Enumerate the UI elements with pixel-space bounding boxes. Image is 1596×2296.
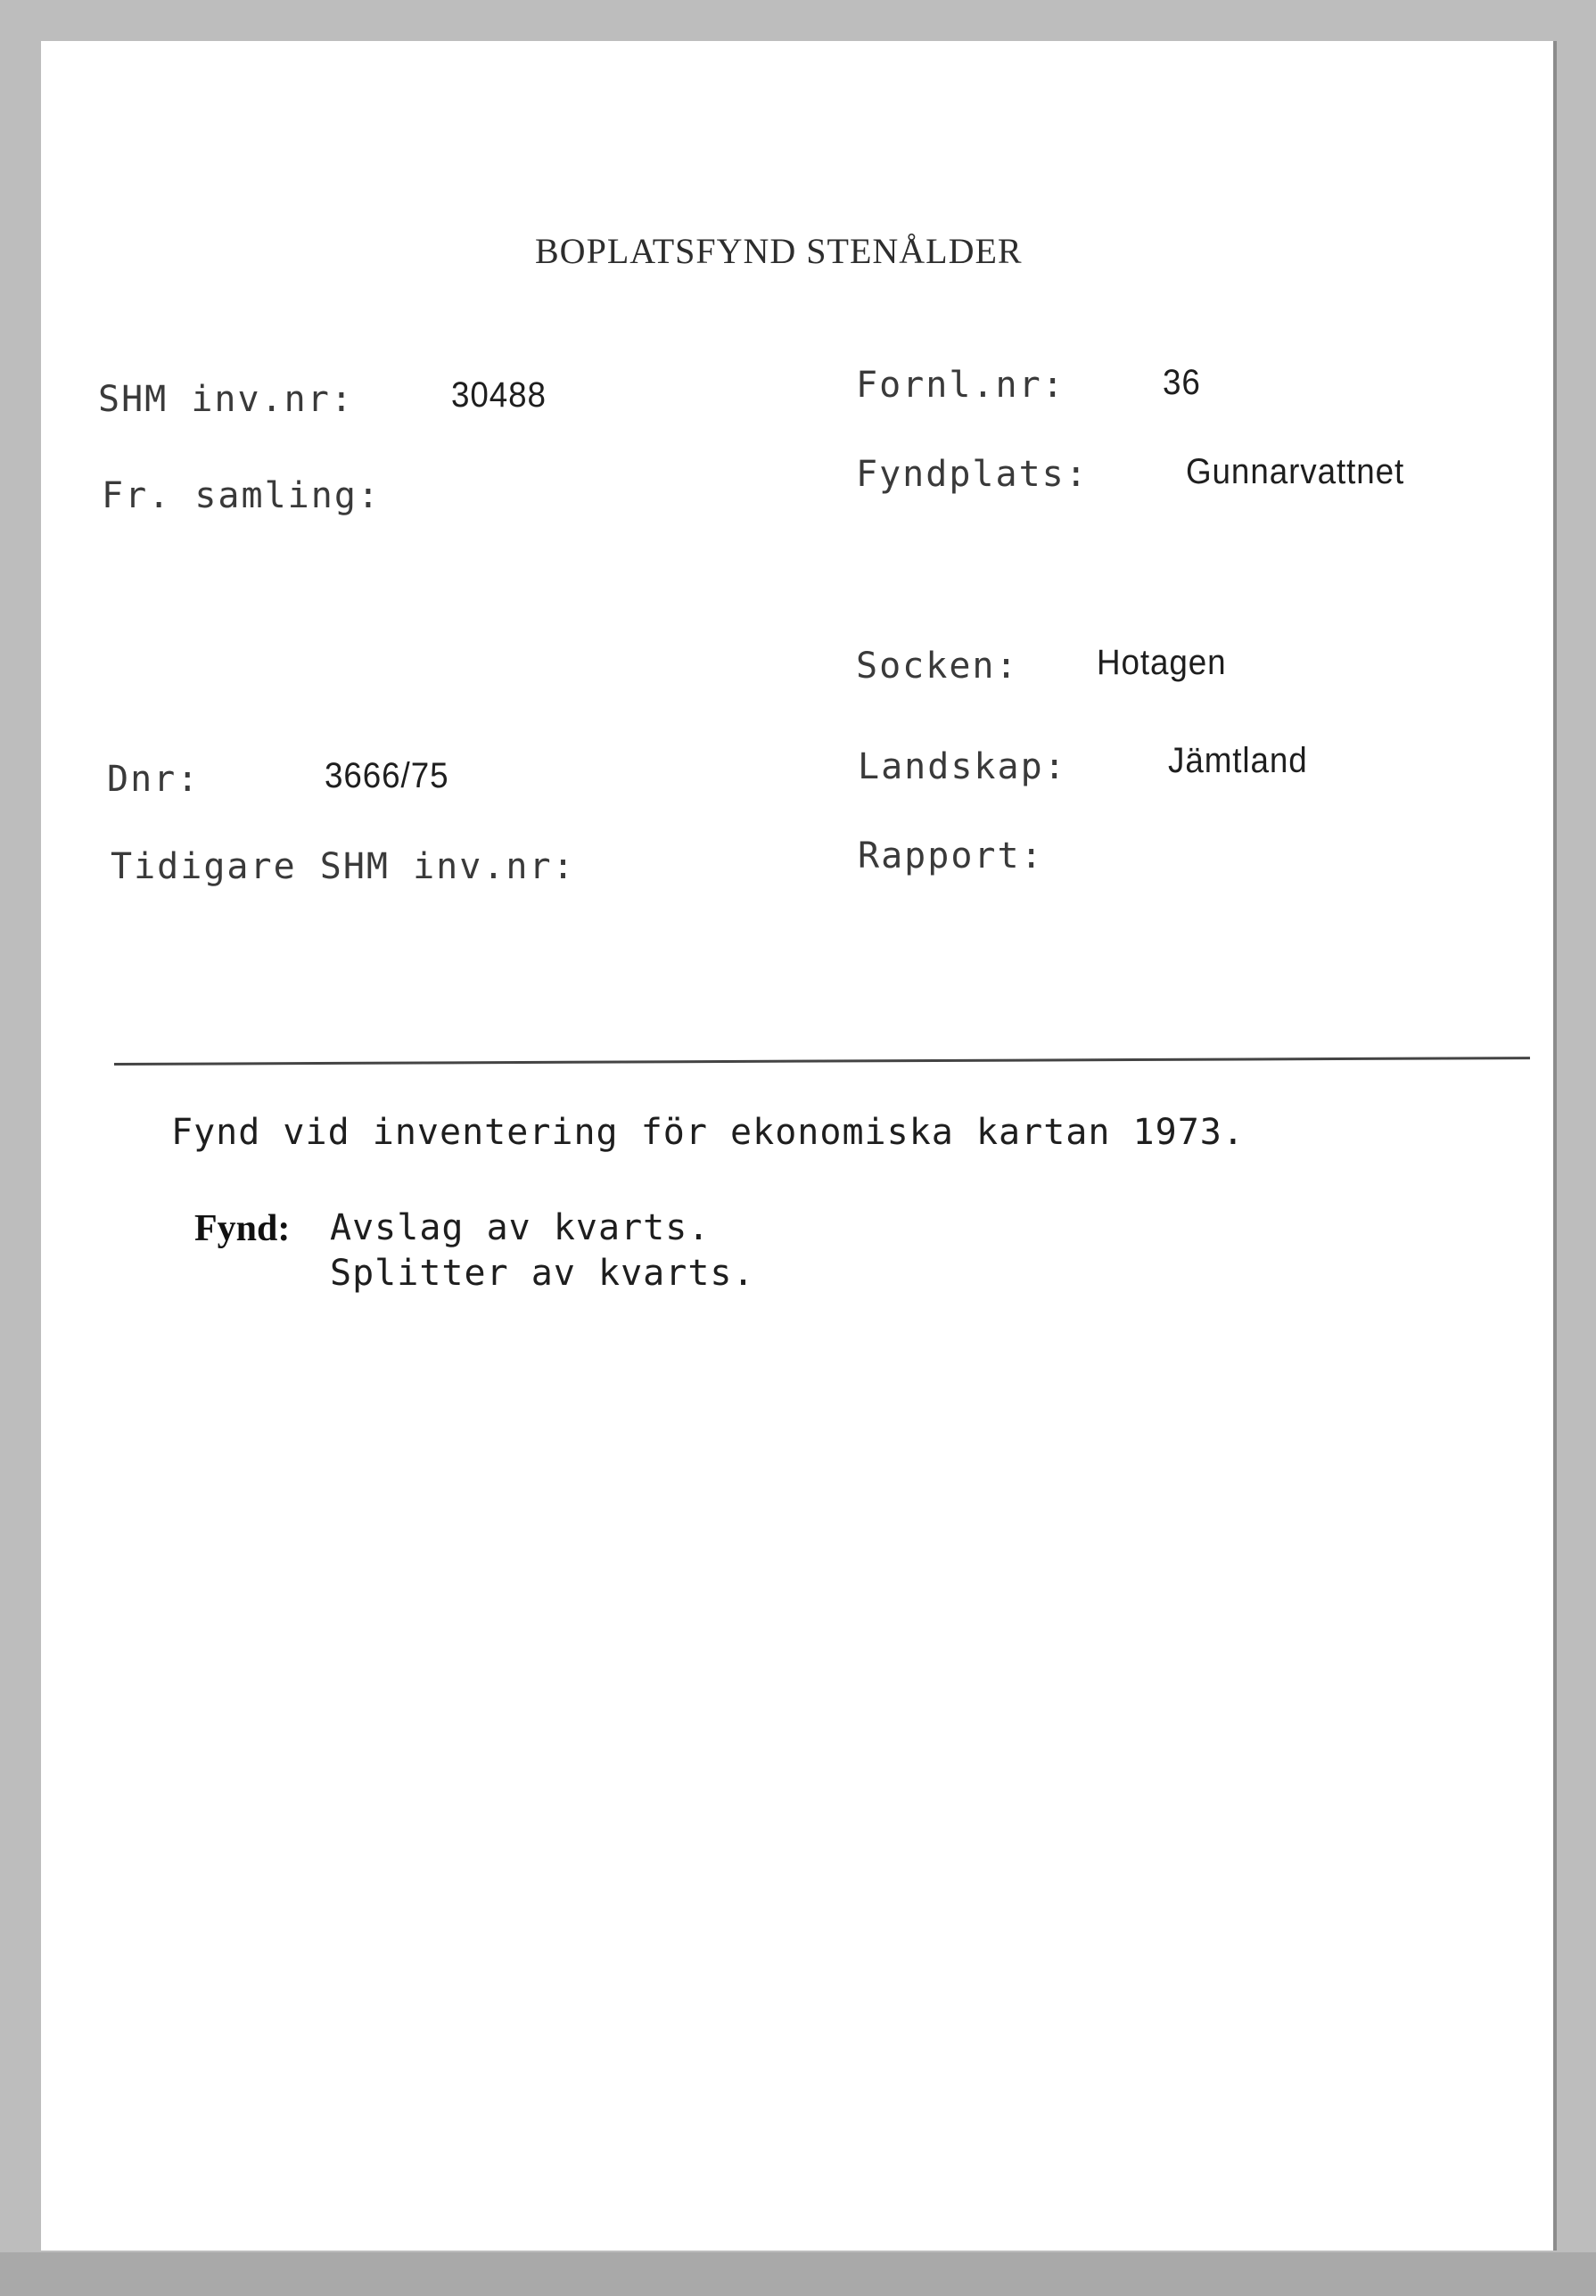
fynd-item-2: Splitter av kvarts. bbox=[330, 1253, 755, 1294]
card-title: BOPLATSFYND STENÅLDER bbox=[535, 231, 1023, 271]
shm-inv-label: SHM inv.nr: bbox=[98, 379, 354, 420]
socken-value: Hotagen bbox=[1097, 643, 1227, 682]
fyndplats-label: Fyndplats: bbox=[856, 454, 1089, 495]
shm-inv-value: 30488 bbox=[451, 375, 547, 415]
find-description: Fynd vid inventering för ekonomiska kartan 1973. bbox=[171, 1112, 1245, 1153]
tidigare-shm-label: Tidigare SHM inv.nr: bbox=[111, 846, 576, 887]
dnr-label: Dnr: bbox=[107, 759, 201, 800]
scan-border bbox=[0, 2252, 1596, 2296]
landskap-label: Landskap: bbox=[858, 746, 1067, 787]
rapport-label: Rapport: bbox=[858, 835, 1044, 876]
fynd-label: Fynd: bbox=[194, 1208, 291, 1249]
fynd-item-1: Avslag av kvarts. bbox=[330, 1207, 711, 1248]
fornl-value: 36 bbox=[1163, 363, 1201, 402]
fr-samling-label: Fr. samling: bbox=[102, 475, 381, 516]
landskap-value: Jämtland bbox=[1168, 741, 1308, 780]
fyndplats-value: Gunnarvattnet bbox=[1186, 452, 1405, 491]
socken-label: Socken: bbox=[856, 646, 1019, 687]
fornl-label: Fornl.nr: bbox=[856, 365, 1065, 406]
dnr-value: 3666/75 bbox=[325, 756, 449, 795]
